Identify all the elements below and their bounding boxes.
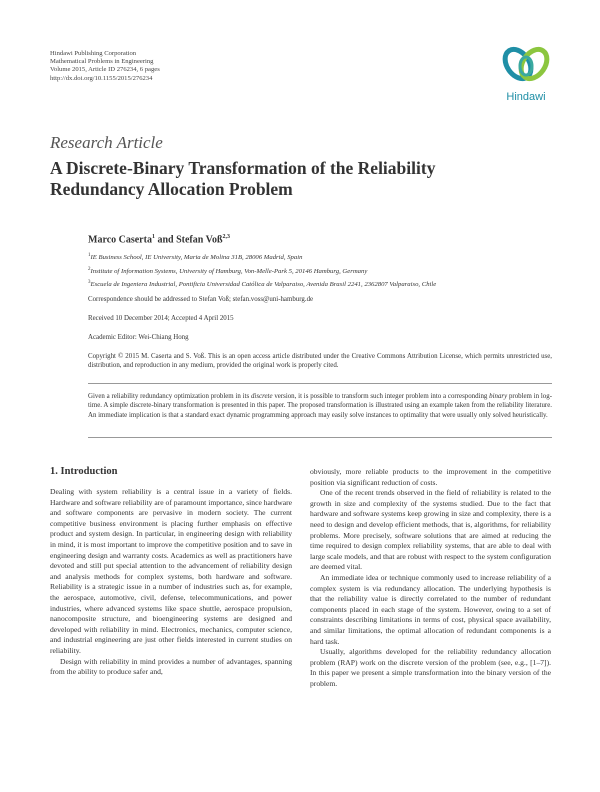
paragraph: Design with reliability in mind provides a number of advantages, spanning from the ability to produce safer and,: [50, 656, 292, 677]
divider: [88, 437, 552, 438]
affiliation-1: $^1$IE Business School, IE University, Maria de Molina 31B, 28006 Madrid, Spain: [88, 253, 303, 262]
article-title: A Discrete-Binary Transformation of the Reliability Redundancy Allocation Problem: [50, 158, 436, 199]
hindawi-logo: [498, 44, 554, 106]
abstract: Given a reliability redundancy optimization problem in its discrete version, it is possible to transform such integer problem into a corresponding binary problem in log-time. A simple discrete-binary transformation is presented in this paper. The proposed transformation is illustrated using an example taken from the reliability literature. An immediate implication is that a standard exact dynamic programming approach may easily solve instances to optimality that were usually only solved heuristically.: [88, 393, 552, 419]
author-2-sup: 2,3: [222, 234, 230, 240]
paragraph: Dealing with system reliability is a central issue in a variety of fields. Hardware and software reliability are of paramount importance, since hardware and software components are pervasive in modern society. The current competitive business environment is placing further emphasis on effective product and system design. In particular, in engineering design with reliability in mind, it is most important to improve the competitive position and to save in engineering design and warranty costs. Academics as well as practitioners have devoted and still put special attention to the advancement of reliability design and analysis methods for complex systems, both hardware and software. Reliability is a strategic issue in a number of industries such as, for example, the aerospace, automotive, civil, defense, telecommunications, and power industries, where advanced systems like space shuttle, aerospace propulsion, nanocomposite structure, and bioengineering systems are designed and developed with reliability in mind. Electronics, mechanics, computer science, and industrial engineering are just other fields interested in current studies on reliability.: [50, 487, 292, 655]
authors: [88, 234, 230, 245]
author-1: Marco Caserta: [88, 234, 152, 246]
paragraph: obviously, more reliable products to the improvement in the competitive position via significant reduction of costs.: [310, 467, 551, 487]
column-right: [310, 467, 551, 689]
paragraph: An immediate idea or technique commonly used to increase reliability of a complex system is via redundancy allocation. The underlying hypothesis is that the reliability value is directly correlated to the number of redundant components placed in each stage of the system. However, owing to a set of constraints describing limitations in terms of cost, physical space availability, and similar limitations, the optimal allocation of redundant components is a hard task.: [310, 572, 551, 646]
publisher: Hindawi Publishing Corporation: [50, 50, 137, 57]
paragraph: One of the recent trends observed in the field of reliability is related to the growth in size and complexity of the systems studied. Due to the fact that hardware and software systems keep growing in size and complexity, there is a need to design and develop efficient methods, that is, algorithms, for reliability problems. More precisely, software solutions that are aimed at reducing the time required to design complex reliability systems, that are able to deal with large scale models, and that are robust with respect to the system configuration are deemed vital.: [310, 488, 551, 572]
author-2: Stefan Voß: [176, 234, 223, 246]
journal-name: Mathematical Problems in Engineering: [50, 58, 154, 66]
academic-editor: Academic Editor: Wei-Chiang Hong: [88, 334, 189, 341]
article-type: Research Article: [50, 133, 163, 152]
logo-text: Hindawi: [506, 91, 546, 103]
journal-header: [50, 50, 160, 83]
correspondence: Correspondence should be addressed to Stefan Voß; stefan.voss@uni-hamburg.de: [88, 296, 314, 303]
column-left: [50, 487, 292, 678]
affiliation-3: $^3$Escuela de Ingeniera Industrial, Pontificia Universidad Católica de Valparaiso, Avenida Brasil 2241, 2362807 Valparaiso, Chile: [88, 280, 437, 289]
received-dates: Received 10 December 2014; Accepted 4 April 2015: [88, 315, 234, 322]
volume-info: Volume 2015, Article ID 276234, 6 pages: [50, 66, 160, 74]
section-heading: 1. Introduction: [50, 466, 118, 477]
author-conjunction: and: [154, 234, 177, 246]
author-1-sup: 1: [151, 234, 155, 240]
paragraph: Usually, algorithms developed for the reliability redundancy allocation problem (RAP) work on the discrete version of the problem (see, e.g., [1–7]). In this paper we present a simple transformation into the binary version of the problem.: [310, 647, 551, 688]
divider: [88, 383, 552, 384]
affiliation-2: $^2$Institute of Information Systems, University of Hamburg, Von-Melle-Park 5, 20146 Hamburg, Germany: [88, 266, 368, 275]
affiliations: [88, 250, 436, 291]
doi-link[interactable]: http://dx.doi.org/10.1155/2015/276234: [50, 74, 153, 82]
hindawi-logo-icon: [498, 44, 554, 106]
copyright-notice: Copyright © 2015 M. Caserta and S. Voß. This is an open access article distributed under the Creative Commons Attribution License, which permits unrestricted use, distribution, and reproduction in any medium, provided the original work is properly cited.: [88, 353, 552, 370]
